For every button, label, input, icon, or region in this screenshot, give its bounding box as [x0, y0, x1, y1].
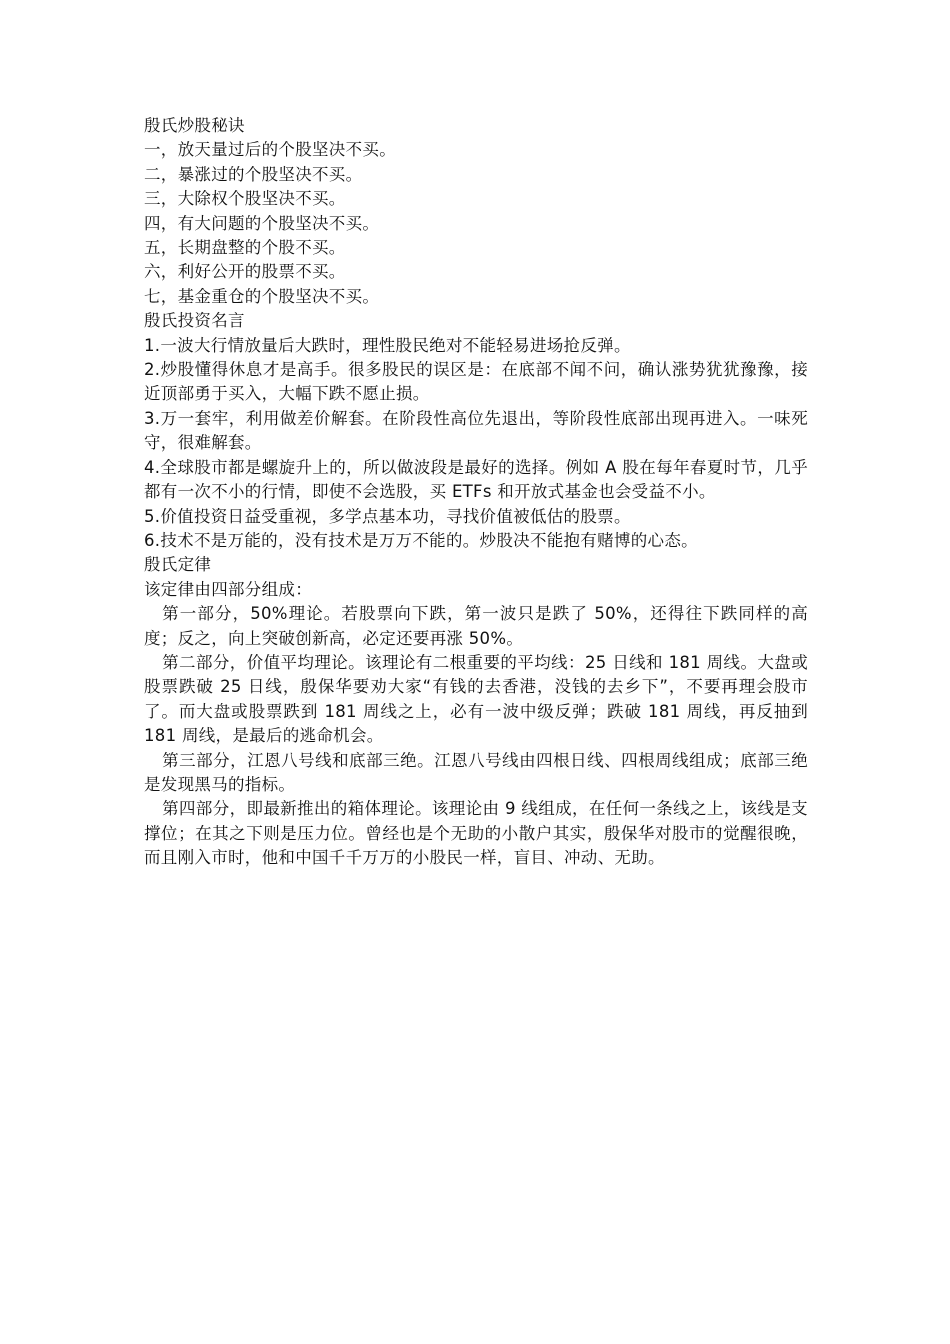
section-title-secrets: 殷氏炒股秘诀: [144, 116, 245, 135]
section-title-law: 殷氏定律: [144, 555, 212, 575]
secret-item: 三，大除权个股坚决不买。: [144, 189, 346, 209]
document-body: [144, 114, 808, 871]
quote-item: 5.价值投资日益受重视，多学点基本功，寻找价值被低估的股票。: [144, 506, 631, 526]
secret-item: 五，长期盘整的个股不买。: [144, 238, 346, 258]
quote-item: 1.一波大行情放量后大跌时，理性股民绝对不能轻易进场抢反弹。: [144, 335, 631, 355]
law-part: 第二部分，价值平均理论。该理论有二根重要的平均线：25 日线和 181 周线。大盘或股票跌破 25 日线，殷保华要劝大家“有钱的去香港，没钱的去乡下”，不要再理会股市了。而大盘或股票跌到 181 周线之上，必有一波中级反弹；跌破 181 周线，再反抽到 181 周线，是最后的逃命机会。: [144, 652, 808, 746]
quote-item: 4.全球股市都是螺旋升上的，所以做波段是最好的选择。例如 A 股在每年春夏时节，几乎都有一次不小的行情，即使不会选股，买 ETFs 和开放式基金也会受益不小。: [144, 457, 808, 502]
law-part: 第一部分，50%理论。若股票向下跌，第一波只是跌了 50%，还得往下跌同样的高度；反之，向上突破创新高，必定还要再涨 50%。: [144, 604, 808, 648]
secret-item: 一，放天量过后的个股坚决不买。: [144, 140, 396, 160]
secret-item: 七，基金重仓的个股坚决不买。: [144, 286, 380, 306]
section-title-quotes: 殷氏投资名言: [144, 311, 245, 331]
quote-item: 3.万一套牢，利用做差价解套。在阶段性高位先退出，等阶段性底部出现再进入。一味死守，很难解套。: [144, 408, 808, 453]
quote-item: 6.技术不是万能的，没有技术是万万不能的。炒股决不能抱有赌博的心态。: [144, 530, 698, 550]
secret-item: 四，有大问题的个股坚决不买。: [144, 213, 380, 233]
law-intro: 该定律由四部分组成：: [144, 579, 312, 599]
quote-item: 2.炒股懂得休息才是高手。很多股民的误区是：在底部不闻不问，确认涨势犹犹豫豫，接近顶部勇于买入，大幅下跌不愿止损。: [144, 360, 808, 404]
secret-item: 二，暴涨过的个股坚决不买。: [144, 164, 363, 184]
law-part: 第三部分，江恩八号线和底部三绝。江恩八号线由四根日线、四根周线组成；底部三绝是发现黑马的指标。: [144, 750, 808, 794]
law-part: 第四部分，即最新推出的箱体理论。该理论由 9 线组成，在任何一条线之上，该线是支撑位；在其之下则是压力位。曾经也是个无助的小散户其实，殷保华对股市的觉醒很晚，而且刚入市时，他和中国千千万万的小股民一样，盲目、冲动、无助。: [144, 799, 808, 868]
secret-item: 六，利好公开的股票不买。: [144, 262, 346, 282]
